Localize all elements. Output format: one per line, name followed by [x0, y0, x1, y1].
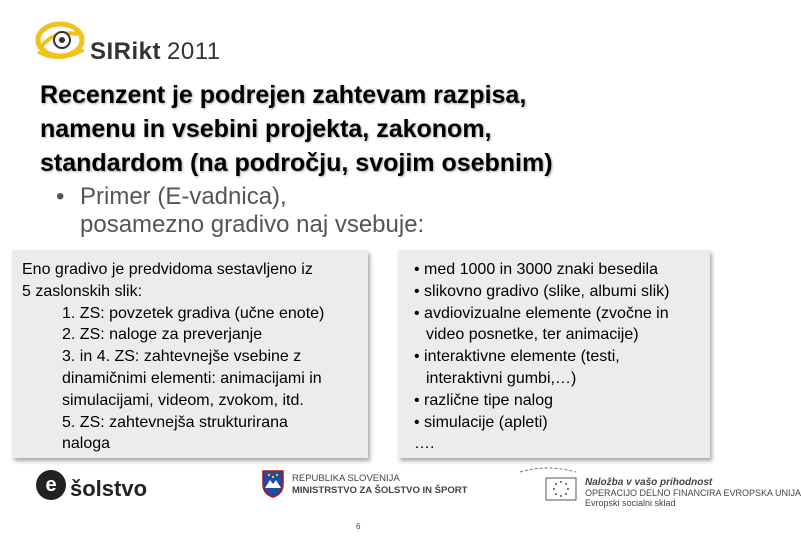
- left-box-text: [22, 259, 362, 455]
- right-line: • slikovno gradivo (slike, albumi slik): [414, 282, 670, 300]
- eu-line-2: OPERACIJO DELNO FINANCIRA EVROPSKA UNIJA: [585, 488, 801, 498]
- left-line: 1. ZS: povzetek gradiva (učne enote): [62, 304, 325, 322]
- right-line: • različne tipe nalog: [414, 391, 554, 409]
- logo-brand: SIRikt: [90, 38, 162, 65]
- left-line: 3. in 4. ZS: zahtevnejše vsebine z: [62, 348, 302, 366]
- right-line: interaktivni gumbi,…): [426, 369, 577, 387]
- right-line: video posnetke, ter animacije): [426, 326, 639, 344]
- left-line: 5 zaslonskih slik:: [22, 282, 143, 300]
- slide-title: [40, 78, 700, 180]
- right-line: • avdiovizualne elemente (zvočne in: [414, 304, 669, 322]
- title-line-3: standardom (na področju, svojim osebnim): [40, 149, 553, 177]
- left-line: naloga: [62, 435, 111, 453]
- slovenia-crest-icon: [262, 470, 284, 498]
- page-number: 6: [356, 522, 361, 531]
- bullet-line-1: Primer (E-vadnica),: [80, 183, 287, 210]
- e-solstvo-logo-icon: [34, 468, 68, 502]
- ministry-line-1: REPUBLIKA SLOVENIJA: [292, 473, 400, 484]
- svg-text:e: e: [45, 474, 57, 496]
- eu-flag-icon: [516, 466, 582, 506]
- left-line: 5. ZS: zahtevnejša strukturirana: [62, 413, 288, 431]
- title-line-1: Recenzent je podrejen zahtevam razpisa,: [40, 81, 527, 109]
- left-line: Eno gradivo je predvidoma sestavljeno iz: [22, 261, 313, 278]
- right-box-text: [414, 259, 708, 455]
- ministry-line-2: MINISTRSTVO ZA ŠOLSTVO IN ŠPORT: [292, 485, 468, 496]
- solstvo-label: šolstvo: [70, 476, 148, 501]
- left-line: 2. ZS: naloge za preverjanje: [62, 326, 263, 344]
- logo-year: 2011: [167, 38, 221, 65]
- right-line: • simulacije (apleti): [414, 413, 548, 431]
- bullet-marker: •: [56, 183, 65, 210]
- right-line: • med 1000 in 3000 znaki besedila: [414, 261, 658, 278]
- title-line-2: namenu in vsebini projekta, zakonom,: [40, 115, 492, 143]
- bullet-line-2: posamezno gradivo naj vsebuje:: [80, 211, 425, 238]
- left-line: simulacijami, videom, zvokom, itd.: [62, 391, 304, 409]
- right-line: • interaktivne elemente (testi,: [414, 348, 620, 366]
- eu-text: [585, 478, 801, 508]
- ministry-text: [292, 473, 467, 497]
- eu-line-3: Evropski socialni sklad: [585, 498, 676, 508]
- left-line: dinamičnimi elementi: animacijami in: [62, 369, 322, 387]
- logo-wordmark: [90, 38, 221, 66]
- eu-line-1: Naložba v vašo prihodnost: [585, 477, 713, 488]
- right-line: ….: [414, 435, 435, 453]
- bullet-point: [56, 183, 424, 239]
